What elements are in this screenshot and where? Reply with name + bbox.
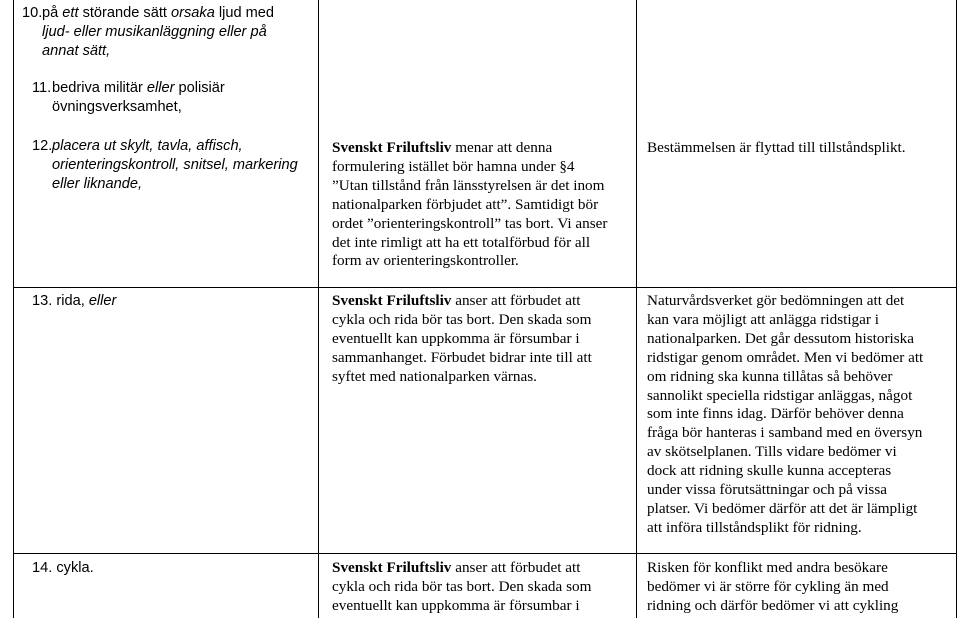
item-11: 11.bedriva militär eller polisiär övningsverksamhet, — [32, 80, 225, 115]
item-number: 12. — [32, 138, 53, 154]
table-row — [14, 554, 957, 618]
response-cell — [637, 288, 957, 554]
item-number: 14. — [32, 560, 53, 576]
organization-name: Svenskt Friluftsliv — [332, 559, 452, 576]
item-13: 13. rida, eller — [32, 293, 117, 309]
comment-cell — [319, 288, 637, 554]
response-text: Bestämmelsen är flyttad till tillståndsplikt. — [647, 139, 906, 156]
organization-name: Svenskt Friluftsliv — [332, 292, 452, 309]
response-cell — [637, 554, 957, 618]
item-number: 13. — [32, 293, 53, 309]
comment-text: Svenskt Friluftsliv menar att denna formulering istället bör hamna under §4 ”Utan tillstånd från länsstyrelsen är det inom nationalparken förbjudet att”. Samtidigt bör ordet ”orienteringskontroll” tas bort. Vi anser det inte rimligt att ha ett totalförbud för all form av orienteringskontroller. — [332, 139, 608, 270]
item-12: 12.placera ut skylt, tavla, affisch, orienteringskontroll, snitsel, markering eller liknande, — [32, 138, 298, 192]
table-row — [14, 0, 957, 288]
regulation-cell — [14, 554, 319, 618]
comment-text: Svenskt Friluftsliv anser att förbudet att cykla och rida bör tas bort. Den skada som eventuellt kan uppkomma är försumbar i — [332, 559, 592, 614]
comment-cell — [319, 0, 637, 288]
response-text: Naturvårdsverket gör bedömningen att det kan vara möjligt att anlägga ridstigar i nationalparken. Det går dessutom historiska ridstigar genom området. Men vi bedömer att om ridning ska kunna tillåtas så behöver sannolikt speciella ridstigar anläggas, något som inte finns idag. Därför behöver denna fråga bör hanteras i samband med en översyn av skötselplanen. Tills vidare bedömer vi dock att ridning skulle kunna accepteras under vissa förutsättningar och på vissa platser. Vi bedömer därför att det är lämpligt att införa tillståndsplikt för ridning. — [647, 292, 924, 536]
response-cell — [637, 0, 957, 288]
regulation-cell — [14, 288, 319, 554]
comment-text: Svenskt Friluftsliv anser att förbudet att cykla och rida bör tas bort. Den skada som eventuellt kan uppkomma är försumbar i sammanhanget. Förbudet bidrar inte till att syftet med nationalparken värnas. — [332, 292, 592, 385]
comment-cell — [319, 554, 637, 618]
regulation-cell: 10.på ett störande sätt orsaka ljud med ljud- eller musikanläggning eller på annat sätt, 11.bedriva militär eller polisiär övningsverksamhet, 12.placera ut skylt, tavla, affisch, orienteringskontroll, snitsel, markering eller liknande, — [14, 0, 319, 288]
response-text: Risken för konflikt med andra besökare bedömer vi är större för cykling än med ridning och därför bedömer vi att cykling — [647, 559, 899, 614]
organization-name: Svenskt Friluftsliv — [332, 139, 452, 156]
regulation-comment-table — [13, 0, 957, 618]
table-row — [14, 288, 957, 554]
item-number: 11. — [32, 80, 52, 96]
item-14: 14. cykla. — [32, 560, 94, 576]
item-10: 10.på ett störande sätt orsaka ljud med — [22, 5, 275, 21]
item-number: 10. — [22, 5, 43, 21]
